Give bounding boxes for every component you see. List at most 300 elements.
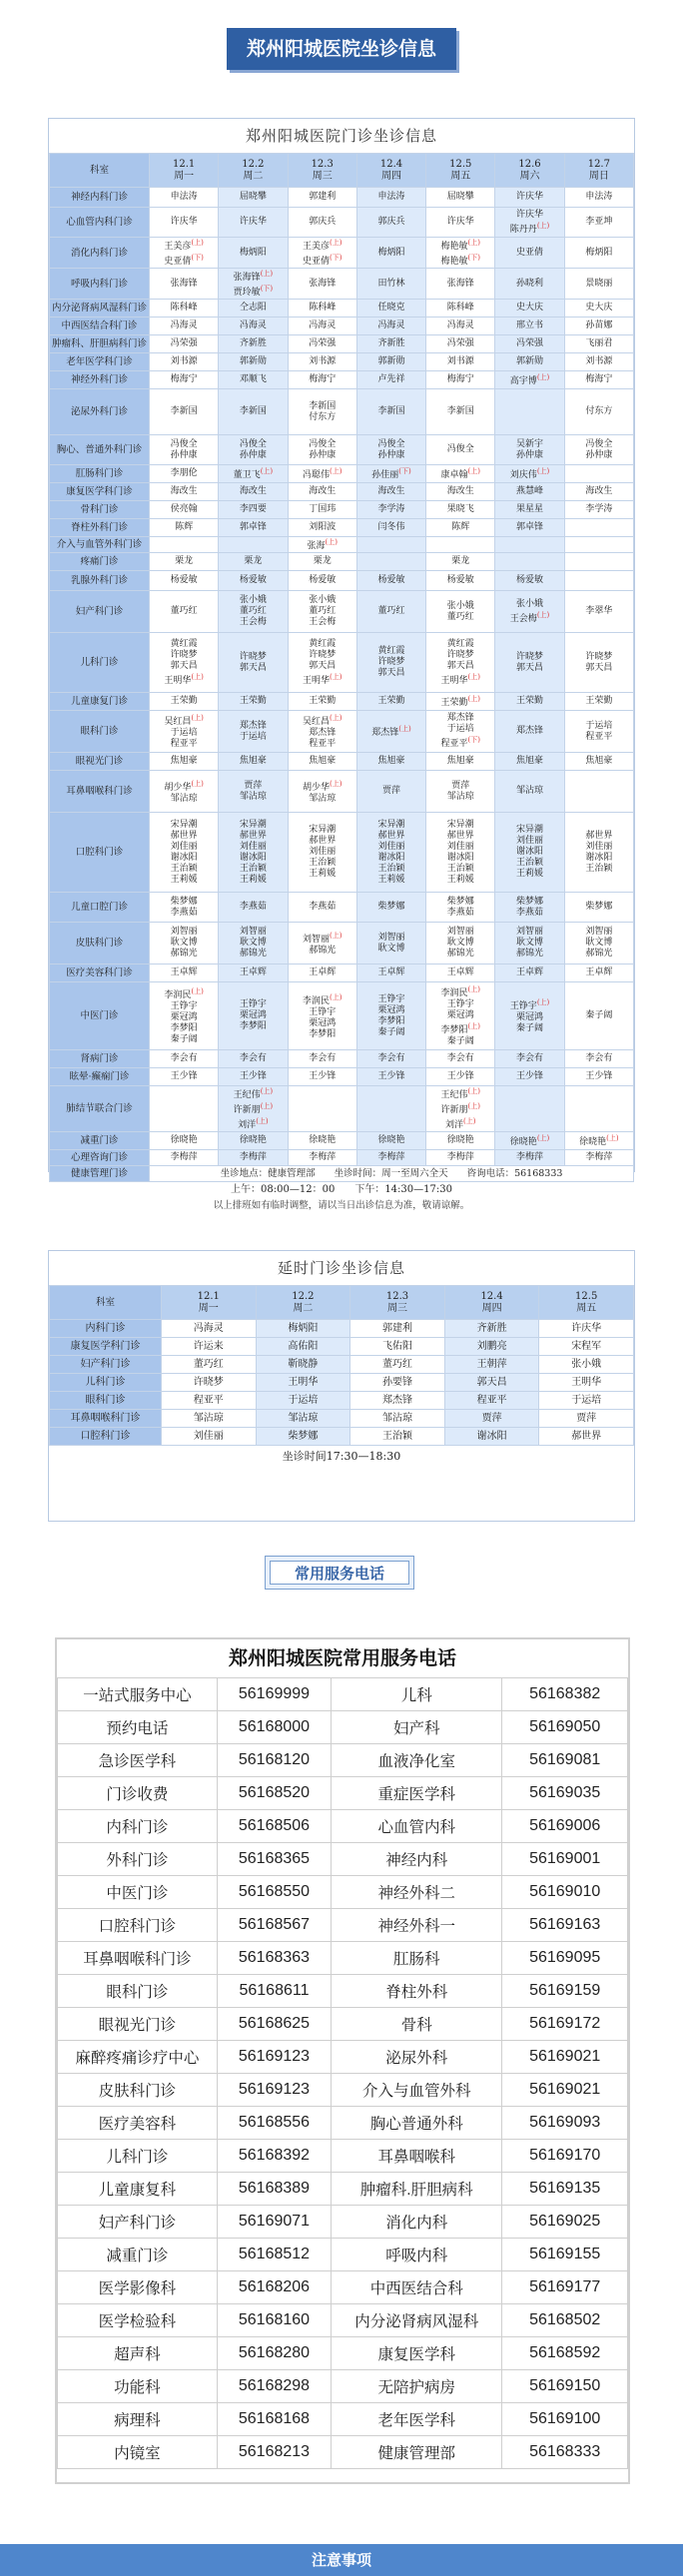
evening-cell: 王明华: [256, 1374, 350, 1392]
dept-name: 眩晕·癫痫门诊: [50, 1068, 150, 1086]
doctor-name: 郑杰锋$^{(上)}$: [371, 725, 411, 738]
doctor-name: 许晓梦: [516, 651, 544, 662]
doctor-name: 冯海灵: [377, 321, 405, 330]
phone-dept: 儿科门诊: [58, 2140, 218, 2173]
phone-number[interactable]: 56169050: [502, 1711, 628, 1744]
doctor-name: 郭天昌: [446, 660, 474, 671]
doctor-name: 谢冰阳: [170, 852, 198, 863]
schedule-cell: [150, 238, 219, 269]
doctor-name: 王荣勤: [377, 696, 405, 706]
doctor-name: 张海锋: [309, 278, 337, 289]
phone-number[interactable]: 56169001: [502, 1843, 628, 1876]
schedule-cell: [288, 923, 356, 965]
notice-bar[interactable]: 注意事项: [0, 2544, 683, 2576]
phone-number[interactable]: 56169081: [502, 1744, 628, 1777]
doctor-name: 宋异潮: [377, 819, 405, 830]
phone-number[interactable]: 56169150: [502, 2370, 628, 2403]
doctor-name: 卢先祥: [377, 374, 405, 384]
schedule-header-row: [50, 154, 634, 188]
dept-name: 口腔科门诊: [50, 813, 150, 893]
schedule-cell: [564, 465, 633, 483]
schedule-cell: [288, 893, 356, 923]
doctor-name: 李学涛: [377, 504, 405, 514]
schedule-row: [50, 300, 634, 318]
phone-dept: 妇产科: [332, 1711, 502, 1744]
doctor-name: 王美彦$^{(上)}$: [164, 239, 204, 252]
schedule-cell: [356, 353, 425, 371]
doctor-name: 刘庆伟$^{(上)}$: [509, 467, 550, 480]
schedule-cell: [150, 371, 219, 389]
session-tag: (上): [536, 998, 550, 1006]
schedule-cell: [219, 1068, 288, 1086]
phone-number[interactable]: 56168365: [217, 1843, 331, 1876]
doctor-name: 王治颖: [239, 863, 267, 874]
doctor-name: 耿文博: [377, 943, 405, 954]
doctor-name: 郭建利: [309, 192, 337, 202]
day-date: 12.7: [587, 158, 610, 170]
doctor-name: 李会有: [377, 1053, 405, 1063]
doctor-name: 许晓梦: [239, 651, 267, 662]
day-header: [444, 1286, 539, 1320]
schedule-cell: [219, 353, 288, 371]
phone-row: [58, 2041, 628, 2074]
doctor-name: 刘佳丽: [377, 841, 405, 852]
phone-number[interactable]: 56169155: [502, 2239, 628, 2271]
doctor-name: 梅海宁: [170, 374, 198, 384]
day-date: 12.5: [575, 1290, 598, 1302]
phone-dept: 神经外科一: [332, 1909, 502, 1942]
schedule-cell: [495, 753, 564, 771]
doctor-name: 谢冰阳: [377, 852, 405, 863]
doctor-name: 李燕茹: [239, 902, 267, 912]
evening-row: [50, 1338, 634, 1356]
schedule-cell: [564, 982, 633, 1050]
schedule-cell: [495, 238, 564, 269]
doctor-name: 董巧红: [239, 606, 267, 616]
phone-number[interactable]: 56169135: [502, 2173, 628, 2206]
session-tag: (上): [191, 672, 204, 681]
schedule-cell: [150, 300, 219, 318]
doctor-name: 王少锋: [309, 1071, 337, 1081]
doctor-name: 程亚平$^{(下)}$: [440, 736, 480, 749]
schedule-cell: [356, 813, 425, 893]
doctor-name: 王卓辉: [446, 967, 474, 977]
schedule-cell: [495, 519, 564, 537]
doctor-name: 柴梦娜: [170, 896, 198, 907]
phone-dept: 神经外科二: [332, 1876, 502, 1909]
schedule-cell: [564, 771, 633, 813]
doctor-name: 刘智丽: [446, 927, 474, 937]
dept-name: 肿瘤科、肝胆病科门诊: [50, 335, 150, 353]
schedule-row: [50, 318, 634, 335]
doctor-name: 焦旭豪: [170, 756, 198, 766]
phone-number[interactable]: 56168382: [502, 1678, 628, 1711]
phone-number[interactable]: 56168206: [217, 2271, 331, 2304]
phone-number[interactable]: 56169035: [502, 1777, 628, 1810]
schedule-cell: [564, 483, 633, 501]
schedule-cell: [356, 269, 425, 300]
schedule-row: [50, 519, 634, 537]
doctor-name: 李新国: [170, 406, 198, 416]
schedule-cell: [356, 771, 425, 813]
phone-row: [58, 1843, 628, 1876]
doctor-name: 王铮宇: [377, 993, 405, 1004]
doctor-name: 刘洋$^{(上)}$: [445, 1117, 476, 1130]
schedule-cell: [564, 693, 633, 711]
evening-cell: 许庆华: [539, 1320, 634, 1338]
doctor-name: 王荣勤: [239, 696, 267, 706]
phone-dept: 血液净化室: [332, 1744, 502, 1777]
schedule-cell: [219, 238, 288, 269]
dept-name: 心理咨询门诊: [50, 1150, 150, 1166]
schedule-cell: [219, 519, 288, 537]
schedule-cell: [356, 1150, 425, 1166]
evening-cell: 许运来: [162, 1338, 257, 1356]
phone-number[interactable]: 56168567: [217, 1909, 331, 1942]
doctor-name: 郭天昌: [239, 662, 267, 673]
phone-number[interactable]: 56168213: [217, 2436, 331, 2469]
phone-dept: 重症医学科: [332, 1777, 502, 1810]
doctor-name: 吴新宇: [516, 438, 544, 449]
schedule-cell: [150, 693, 219, 711]
dept-name: 疼痛门诊: [50, 553, 150, 571]
dept-name: 老年医学科门诊: [50, 353, 150, 371]
doctor-name: 李润民$^{(上)}$: [302, 992, 342, 1006]
schedule-cell: [426, 693, 495, 711]
doctor-name: 栗龙: [313, 556, 332, 566]
evening-row: [50, 1320, 634, 1338]
session-tag: (上): [329, 714, 342, 722]
schedule-cell: [564, 389, 633, 435]
doctor-name: 徐晓艳: [239, 1135, 267, 1145]
day-weekday: 周四: [380, 170, 401, 182]
doctor-name: 孙佳丽$^{(下)}$: [371, 467, 411, 480]
phone-row: [58, 2271, 628, 2304]
doctor-name: 郝锦光: [239, 949, 267, 959]
dept-name: 内分泌肾病风湿科门诊: [50, 300, 150, 318]
phone-number[interactable]: 56168550: [217, 1876, 331, 1909]
phone-number[interactable]: 56168298: [217, 2370, 331, 2403]
day-header: [150, 154, 219, 188]
schedule-cell: [356, 1050, 425, 1068]
dept-header: 科室: [50, 154, 150, 188]
doctor-name: 栗龙: [451, 556, 470, 566]
doctor-name: 王治颖: [309, 858, 337, 868]
schedule-cell: [426, 465, 495, 483]
day-date: 12.4: [379, 158, 403, 170]
schedule-cell: [288, 188, 356, 208]
schedule-cell: [356, 435, 425, 465]
doctor-name: 张小娥: [516, 598, 544, 609]
doctor-name: 许庆华: [239, 217, 267, 227]
doctor-name: 刘书源: [309, 356, 337, 366]
phone-number[interactable]: 56168556: [217, 2107, 331, 2140]
schedule-cell: [356, 335, 425, 353]
phone-number[interactable]: 56168120: [217, 1744, 331, 1777]
doctor-name: 柴梦娜: [377, 902, 405, 912]
phone-dept: 口腔科门诊: [58, 1909, 218, 1942]
phone-number[interactable]: 56168592: [502, 2337, 628, 2370]
doctor-name: 梅炳阳: [239, 247, 267, 258]
phone-dept: 妇产科门诊: [58, 2206, 218, 2239]
phone-number[interactable]: 56168160: [217, 2304, 331, 2337]
session-tag: (上): [467, 467, 480, 475]
schedule-row: [50, 435, 634, 465]
doctor-name: 秦子阔: [377, 1026, 405, 1037]
doctor-name: 李新国: [377, 406, 405, 416]
schedule-row: [50, 537, 634, 553]
session-tag: (上): [463, 1117, 476, 1125]
phone-number[interactable]: 56169021: [502, 2074, 628, 2107]
phone-number[interactable]: 56169999: [217, 1678, 331, 1711]
phone-dept: 康复医学科: [332, 2337, 502, 2370]
doctor-name: 郭卓锋: [516, 522, 544, 532]
doctor-name: 王荣勤$^{(上)}$: [440, 695, 480, 708]
phone-number[interactable]: 56168625: [217, 2008, 331, 2041]
schedule-row: [50, 1068, 634, 1086]
schedule-cell: [495, 537, 564, 553]
doctor-name: 宋异潮: [239, 819, 267, 830]
phone-number[interactable]: 56169021: [502, 2041, 628, 2074]
phone-dept: 中医门诊: [58, 1876, 218, 1909]
doctor-name: 栗冠鸿: [516, 1012, 544, 1022]
phone-number[interactable]: 56169170: [502, 2140, 628, 2173]
doctor-name: 王少锋: [585, 1071, 613, 1081]
phone-dept: 医学影像科: [58, 2271, 218, 2304]
phone-row: [58, 2074, 628, 2107]
phone-number[interactable]: 56168520: [217, 1777, 331, 1810]
phone-number[interactable]: 56168363: [217, 1942, 331, 1975]
doctor-name: 耿文博: [516, 938, 544, 948]
phone-number[interactable]: 56168333: [502, 2436, 628, 2469]
phone-number[interactable]: 56169163: [502, 1909, 628, 1942]
phone-number[interactable]: 56169172: [502, 2008, 628, 2041]
phone-number[interactable]: 56168000: [217, 1711, 331, 1744]
schedule-row: [50, 353, 634, 371]
phone-dept: 无陪护病房: [332, 2370, 502, 2403]
schedule-cell: [356, 633, 425, 693]
session-tag: (上): [536, 221, 550, 230]
doctor-name: 王荣勤: [516, 696, 544, 706]
day-header: [539, 1286, 634, 1320]
evening-cell: 许晓梦: [162, 1374, 257, 1392]
phone-number[interactable]: 56168168: [217, 2403, 331, 2436]
doctor-name: 于运培: [585, 720, 613, 731]
doctor-name: 孙仲康: [585, 449, 613, 460]
doctor-name: 柴梦娜: [446, 896, 474, 907]
day-header: [256, 1286, 350, 1320]
doctor-name: 闫冬伟: [377, 522, 405, 532]
schedule-cell: [564, 1086, 633, 1132]
schedule-cell: [219, 711, 288, 753]
doctor-name: 谢冰阳: [516, 847, 544, 857]
schedule-row: [50, 238, 634, 269]
schedule-cell: [426, 923, 495, 965]
phone-number[interactable]: 56169123: [217, 2074, 331, 2107]
phone-dept: 医学检验科: [58, 2304, 218, 2337]
evening-cell: 张小娥: [539, 1356, 634, 1374]
evening-cell: 郝世界: [539, 1428, 634, 1446]
schedule-cell: [356, 711, 425, 753]
doctor-name: 史亚倩$^{(下)}$: [164, 254, 204, 267]
phone-number[interactable]: 56168502: [502, 2304, 628, 2337]
phone-number[interactable]: 56169100: [502, 2403, 628, 2436]
phone-dept: 介入与血管外科: [332, 2074, 502, 2107]
phone-dept: 门诊收费: [58, 1777, 218, 1810]
evening-cell: 郑杰锋: [350, 1392, 445, 1410]
doctor-name: 李梅萍: [377, 1152, 405, 1162]
doctor-name: 李燕茹: [170, 907, 198, 918]
doctor-name: 康卓翰$^{(上)}$: [440, 467, 480, 480]
schedule-cell: [426, 571, 495, 591]
schedule-cell: [356, 753, 425, 771]
doctor-name: 刘书源: [446, 356, 474, 366]
doctor-name: 冯俊全: [309, 438, 337, 449]
schedule-cell: [356, 1086, 425, 1132]
doctor-name: 董巧红: [170, 606, 198, 616]
session-tag: (上): [329, 931, 342, 940]
doctor-name: 郭新勋: [239, 356, 267, 366]
doctor-name: 李梦阳: [170, 1023, 198, 1033]
schedule-cell: [564, 300, 633, 318]
phone-number[interactable]: 56169025: [502, 2206, 628, 2239]
phone-dept: 内分泌肾病风湿科: [332, 2304, 502, 2337]
evening-cell: 刘佳丽: [162, 1428, 257, 1446]
doctor-name: 吴红昌$^{(上)}$: [302, 714, 342, 727]
schedule-cell: [495, 269, 564, 300]
schedule-cell: [150, 1086, 219, 1132]
phone-number[interactable]: 56168512: [217, 2239, 331, 2271]
doctor-name: 刘佳丽: [170, 841, 198, 852]
schedule-row: [50, 965, 634, 982]
phone-dept: 皮肤科门诊: [58, 2074, 218, 2107]
phone-number[interactable]: 56168389: [217, 2173, 331, 2206]
doctor-name: 王美彦$^{(上)}$: [302, 239, 342, 252]
phone-number[interactable]: 56169010: [502, 1876, 628, 1909]
phone-dept: 外科门诊: [58, 1843, 218, 1876]
schedule-cell: [150, 591, 219, 633]
doctor-name: 郝锦光: [170, 949, 198, 959]
evening-cell: 程亚平: [162, 1392, 257, 1410]
doctor-name: 徐晓艳: [309, 1135, 337, 1145]
session-tag: (下): [329, 254, 342, 262]
doctor-name: 王铮宇: [239, 999, 267, 1009]
doctor-name: 冯俊全: [585, 438, 613, 449]
doctor-name: 许庆华: [446, 217, 474, 227]
doctor-name: 栗冠鸿: [309, 1017, 337, 1028]
doctor-name: 海改生: [585, 486, 613, 496]
phone-dept: 眼视光门诊: [58, 2008, 218, 2041]
schedule-cell: [219, 269, 288, 300]
doctor-name: 郝世界: [239, 830, 267, 841]
doctor-name: 王明华$^{(上)}$: [302, 672, 342, 686]
doctor-name: 郭庆兵: [377, 217, 405, 227]
doctor-name: 陈辉: [175, 522, 194, 532]
schedule-cell: [150, 1068, 219, 1086]
doctor-name: 冯荣强: [516, 338, 544, 348]
dept-name: 泌尿外科门诊: [50, 389, 150, 435]
evening-cell: 邹沾琼: [162, 1410, 257, 1428]
day-weekday: 周日: [588, 170, 609, 182]
phone-number[interactable]: 56169095: [502, 1942, 628, 1975]
doctor-name: 柴梦娜: [585, 902, 613, 912]
phone-number[interactable]: 56169006: [502, 1810, 628, 1843]
phone-row: [58, 1942, 628, 1975]
schedule-cell: [219, 923, 288, 965]
schedule-cell: [495, 633, 564, 693]
schedule-title: 郑州阳城医院门诊坐诊信息: [245, 127, 437, 145]
schedule-cell: [288, 435, 356, 465]
doctor-name: 王少锋: [239, 1071, 267, 1081]
doctor-name: 郑杰锋: [446, 713, 474, 723]
dept-name: 减重门诊: [50, 1132, 150, 1150]
day-weekday: 周四: [481, 1302, 502, 1314]
phone-number[interactable]: 56169159: [502, 1975, 628, 2008]
doctor-name: 海改生: [309, 486, 337, 496]
doctor-name: 齐新胜: [239, 338, 267, 348]
schedule-cell: [495, 501, 564, 519]
dept-name: 儿童口腔门诊: [50, 893, 150, 923]
doctor-name: 耿文博: [170, 938, 198, 948]
phone-number[interactable]: 56169071: [217, 2206, 331, 2239]
schedule-cell: [426, 435, 495, 465]
schedule-row: [50, 208, 634, 238]
schedule-cell: [564, 1132, 633, 1150]
schedule-cell: [495, 1068, 564, 1086]
phone-number[interactable]: 56169093: [502, 2107, 628, 2140]
schedule-cell: [288, 300, 356, 318]
schedule-cell: [150, 335, 219, 353]
session-tag: (上): [467, 1022, 480, 1030]
evening-cell: 贾萍: [444, 1410, 539, 1428]
doctor-name: 冯俊全: [377, 438, 405, 449]
doctor-name: 冯俊全: [170, 438, 198, 449]
schedule-row: [50, 1166, 634, 1182]
schedule-cell: [219, 965, 288, 982]
schedule-cell: [426, 335, 495, 353]
schedule-cell: [150, 893, 219, 923]
schedule-hours: 上午：08:00—12：00 下午：14:30—17:30: [231, 1184, 452, 1195]
phone-number[interactable]: 56168506: [217, 1810, 331, 1843]
dept-name: 眼视光门诊: [50, 753, 150, 771]
phone-number[interactable]: 56169177: [502, 2271, 628, 2304]
schedule-cell: [150, 537, 219, 553]
doctor-name: 王少锋: [377, 1071, 405, 1081]
phone-number[interactable]: 56168611: [217, 1975, 331, 2008]
schedule-cell: [564, 435, 633, 465]
doctor-name: 李梅萍: [585, 1152, 613, 1162]
phone-number[interactable]: 56168280: [217, 2337, 331, 2370]
doctor-name: 邹沾琼: [516, 786, 544, 796]
doctor-name: 邓顺飞: [239, 374, 267, 384]
doctor-name: 杨爱敏: [239, 575, 267, 585]
schedule-cell: [288, 465, 356, 483]
doctor-name: 陈辉: [451, 522, 470, 532]
doctor-name: 焦旭豪: [585, 756, 613, 766]
schedule-cell: [426, 483, 495, 501]
schedule-cell: [564, 965, 633, 982]
doctor-name: 焦旭豪: [446, 756, 474, 766]
schedule-cell: [288, 1050, 356, 1068]
session-tag: (上): [325, 538, 338, 546]
evening-cell: 邹沾琼: [350, 1410, 445, 1428]
phone-number[interactable]: 56169123: [217, 2041, 331, 2074]
dept-name: 儿童康复门诊: [50, 693, 150, 711]
schedule-cell: [356, 982, 425, 1050]
doctor-name: 李亚坤: [585, 217, 613, 227]
phone-number[interactable]: 56168392: [217, 2140, 331, 2173]
doctor-name: 许晓梦: [170, 649, 198, 660]
